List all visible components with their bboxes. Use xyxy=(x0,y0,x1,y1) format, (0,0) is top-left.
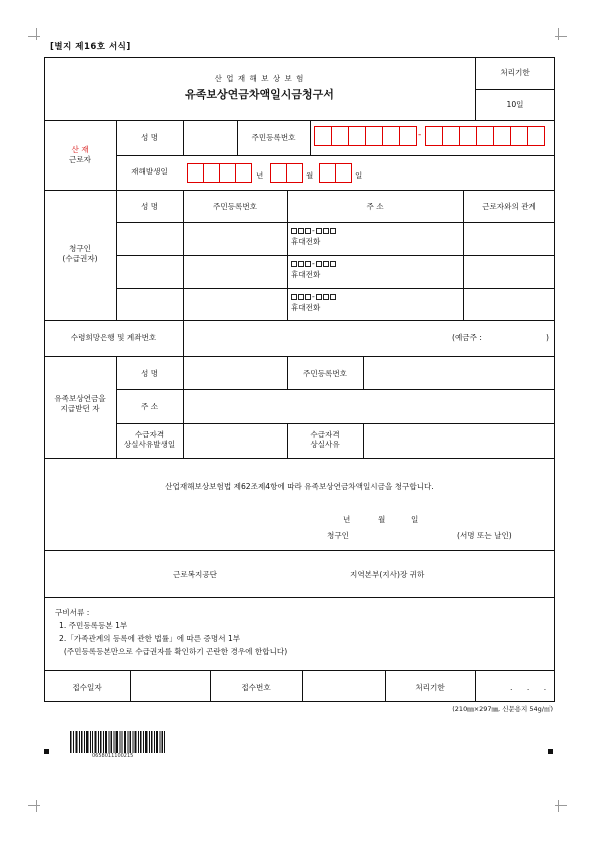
rrn-digit-box[interactable] xyxy=(365,126,383,146)
prior-address-label: 주 소 xyxy=(140,402,159,411)
rule xyxy=(44,458,555,459)
prior-recipient-label-sub: 지급받던 자 xyxy=(60,404,100,413)
documents-heading: 구비서류 : xyxy=(55,608,90,617)
rule xyxy=(116,389,555,390)
rule xyxy=(44,356,555,357)
rrn-digit-box[interactable] xyxy=(493,126,511,146)
date-month-unit: 월 xyxy=(378,515,386,524)
month-digit-box[interactable] xyxy=(270,163,287,183)
postal-code-field[interactable]: - xyxy=(291,226,337,235)
lost-date-label: 수급자격 xyxy=(134,430,165,439)
crop-mark xyxy=(558,28,559,40)
postal-code-field[interactable]: - xyxy=(291,292,337,301)
registration-mark xyxy=(548,749,553,754)
rule xyxy=(116,222,555,223)
worker-rrn-label: 주민등록번호 xyxy=(251,133,296,142)
rrn-digit-box[interactable] xyxy=(348,126,366,146)
rule xyxy=(44,550,555,551)
rule xyxy=(44,670,555,671)
rrn-digit-box[interactable] xyxy=(331,126,349,146)
rule xyxy=(116,255,555,256)
day-digit-box[interactable] xyxy=(319,163,336,183)
rule xyxy=(475,57,476,120)
year-unit: 년 xyxy=(256,171,264,180)
crop-mark xyxy=(28,805,40,806)
bank-account-label: 수령희망은행 및 계좌번호 xyxy=(70,333,157,342)
month-unit: 월 xyxy=(306,171,314,180)
processing-deadline-label: 처리기한 xyxy=(415,683,445,692)
rule xyxy=(475,670,476,702)
rule xyxy=(44,120,555,121)
claimant-col-address: 주 소 xyxy=(366,202,384,211)
agency-name: 근로복지공단 xyxy=(173,570,218,579)
rule xyxy=(183,120,184,155)
receipt-number-label: 접수번호 xyxy=(241,683,271,692)
prior-recipient-label: 유족보상연금을 xyxy=(54,394,106,403)
day-digit-box[interactable] xyxy=(335,163,352,183)
prior-rrn-label: 주민등록번호 xyxy=(302,369,347,378)
postal-code-field[interactable]: - xyxy=(291,259,337,268)
accident-date-label: 재해발생일 xyxy=(131,167,168,176)
rule xyxy=(475,89,555,90)
claimant-col-rrn: 주민등록번호 xyxy=(212,202,257,211)
barcode-icon xyxy=(70,731,165,753)
registration-mark xyxy=(44,749,49,754)
worker-name-label: 성 명 xyxy=(140,133,159,142)
mobile-phone-label: 휴대전화 xyxy=(291,237,321,246)
rrn-digit-box[interactable] xyxy=(476,126,494,146)
rrn-digit-box[interactable] xyxy=(425,126,443,146)
rule xyxy=(302,670,303,702)
rule xyxy=(44,190,555,191)
rule xyxy=(310,120,311,155)
form-id: [별지 제16호 서식] xyxy=(50,42,131,52)
rrn-digit-box[interactable] xyxy=(382,126,400,146)
crop-mark xyxy=(36,28,37,40)
signature-note: (서명 또는 날인) xyxy=(457,531,512,540)
page-title: 유족보상연금차액일시금청구서 xyxy=(185,88,334,101)
account-holder-close: ) xyxy=(546,333,549,342)
rule xyxy=(116,120,117,320)
rule xyxy=(363,356,364,389)
date-year-unit: 년 xyxy=(343,515,351,524)
deadline-label: 처리기한 xyxy=(500,68,530,77)
year-digit-box[interactable] xyxy=(203,163,220,183)
lost-reason-label: 수급자격 xyxy=(310,430,340,439)
rrn-digit-box[interactable] xyxy=(399,126,417,146)
mobile-phone-label: 휴대전화 xyxy=(291,270,321,279)
crop-mark xyxy=(555,36,567,37)
barcode-number: 0658011100215 xyxy=(92,753,134,759)
claimant-col-name: 성 명 xyxy=(140,202,159,211)
branch-addressee: 지역본부(지사)장 귀하 xyxy=(350,570,425,579)
header-org: 산 업 재 해 보 상 보 험 xyxy=(214,74,305,83)
claimant-label: 청구인 xyxy=(68,244,91,253)
mobile-phone-label: 휴대전화 xyxy=(291,303,321,312)
year-digit-box[interactable] xyxy=(235,163,252,183)
crop-mark xyxy=(555,805,567,806)
rrn-digit-box[interactable] xyxy=(314,126,332,146)
declaration-statement: 산업재해보상보험법 제62조제4항에 따라 유족보상연금차액일시금을 청구합니다. xyxy=(165,482,434,491)
deadline-value: 10일 xyxy=(506,100,524,109)
rule xyxy=(130,670,131,702)
rrn-digit-box[interactable] xyxy=(459,126,477,146)
document-item: 1. 주민등록등본 1부 xyxy=(59,621,128,630)
processing-deadline-dots: . . . xyxy=(510,683,547,692)
claimant-col-relation: 근로자와의 관계 xyxy=(482,202,536,211)
document-item: 2.「가족관계의 등록에 관한 법률」에 따른 증명서 1부 xyxy=(59,634,241,643)
rule xyxy=(44,597,555,598)
rule xyxy=(116,155,555,156)
date-day-unit: 일 xyxy=(411,515,419,524)
crop-mark xyxy=(36,800,37,812)
rule xyxy=(183,356,184,458)
day-unit: 일 xyxy=(355,171,363,180)
rrn-separator: - xyxy=(418,130,422,140)
form-frame xyxy=(44,57,555,702)
claimant-label-sub: (수급권자) xyxy=(62,254,98,263)
lost-reason-label-sub: 상실사유 xyxy=(310,440,340,449)
worker-label-bottom: 근로자 xyxy=(68,155,91,164)
rule xyxy=(363,423,364,458)
rule xyxy=(44,320,555,321)
lost-date-label-sub: 상실사유발생일 xyxy=(123,440,176,449)
received-date-label: 접수일자 xyxy=(72,683,102,692)
document-item: (주민등록등본만으로 수급권자를 확인하기 곤란한 경우에 한합니다) xyxy=(59,647,288,656)
rule xyxy=(183,320,184,356)
claimant-sign-label: 청구인 xyxy=(327,531,350,540)
rrn-digit-box[interactable] xyxy=(510,126,528,146)
year-digit-box[interactable] xyxy=(187,163,204,183)
rule xyxy=(116,423,555,424)
account-holder-open: (예금주 : xyxy=(452,333,482,342)
worker-label-top: 산 재 xyxy=(71,145,89,154)
rrn-digit-box[interactable] xyxy=(442,126,460,146)
year-digit-box[interactable] xyxy=(219,163,236,183)
prior-name-label: 성 명 xyxy=(140,369,159,378)
crop-mark xyxy=(28,36,40,37)
month-digit-box[interactable] xyxy=(286,163,303,183)
rule xyxy=(116,288,555,289)
rrn-digit-box[interactable] xyxy=(527,126,545,146)
crop-mark xyxy=(558,800,559,812)
paper-spec: (210㎜×297㎜, 신문용지 54g/㎡) xyxy=(452,705,553,713)
